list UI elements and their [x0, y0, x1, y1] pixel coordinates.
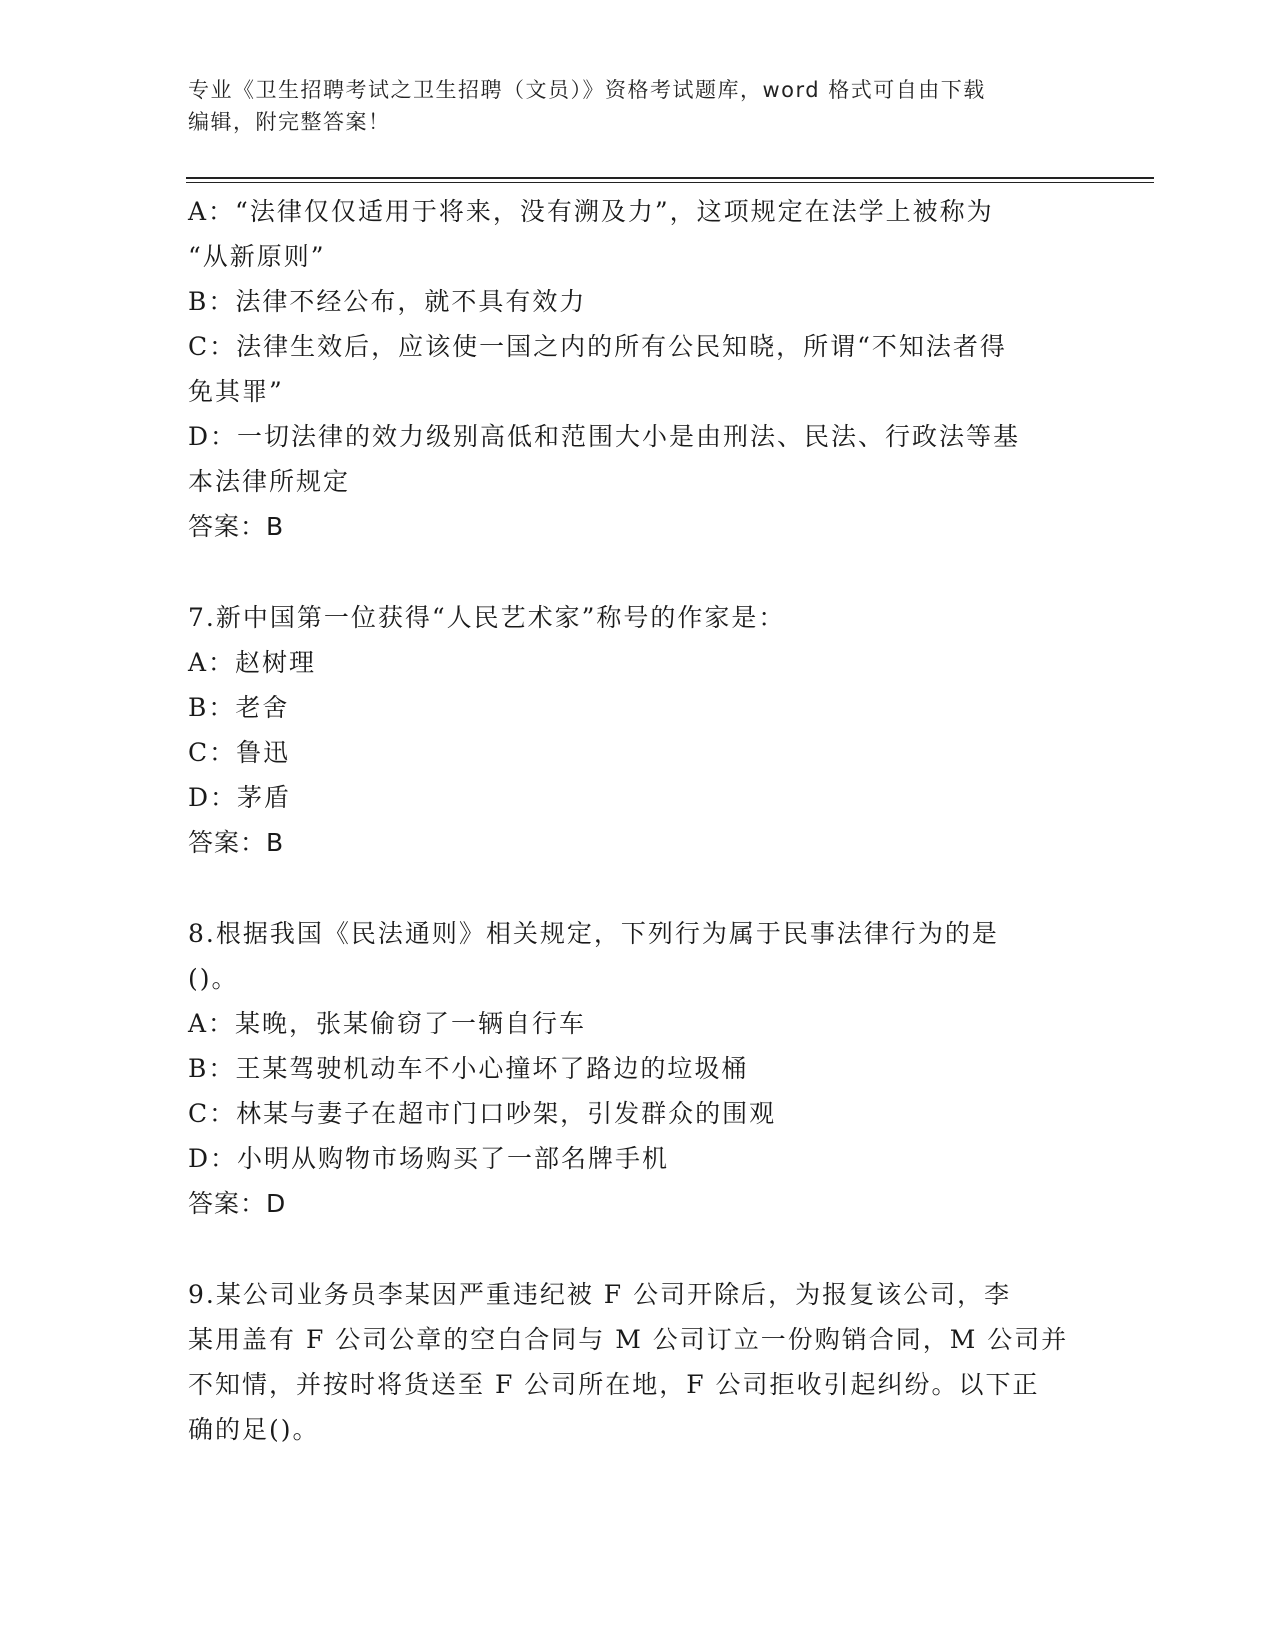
spacer	[188, 549, 1088, 595]
header-line-1: 专业《卫生招聘考试之卫生招聘（文员）》资格考试题库，word 格式可自由下载	[188, 78, 986, 102]
question-7	[188, 595, 1088, 865]
q8-option-b: B：王某驾驶机动车不小心撞坏了路边的垃圾桶	[188, 1054, 749, 1083]
document-header	[188, 74, 1088, 138]
q8-option-c: C：林某与妻子在超市门口吵架，引发群众的围观	[188, 1099, 777, 1128]
q6-option-c-line-1: C：法律生效后，应该使一国之内的所有公民知晓，所谓“不知法者得	[188, 332, 1007, 361]
q7-option-a: A：赵树理	[188, 648, 317, 677]
q7-option-d: D：茅盾	[188, 783, 292, 812]
q6-option-a-line-1: A：“法律仅仅适用于将来，没有溯及力”，这项规定在法学上被称为	[188, 197, 994, 226]
q9-stem-line-2: 某用盖有 F 公司公章的空白合同与 M 公司订立一份购销合同，M 公司并	[188, 1325, 1069, 1354]
q8-option-d: D：小明从购物市场购买了一部名牌手机	[188, 1144, 670, 1173]
spacer	[188, 865, 1088, 911]
spacer	[188, 1226, 1088, 1272]
q9-stem-line-4: 确的足()。	[188, 1415, 320, 1444]
header-line-2: 编辑，附完整答案！	[188, 110, 391, 134]
q9-stem-line-1: 9.某公司业务员李某因严重违纪被 F 公司开除后，为报复该公司，李	[188, 1280, 1012, 1309]
q6-option-d-line-1: D：一切法律的效力级别高低和范围大小是由刑法、民法、行政法等基	[188, 422, 1021, 451]
q6-option-d-line-2: 本法律所规定	[188, 467, 351, 496]
q8-option-a: A：某晚，张某偷窃了一辆自行车	[188, 1009, 587, 1038]
q6-answer: 答案：B	[188, 512, 285, 541]
q6-option-c-line-2: 免其罪”	[188, 377, 284, 406]
q6-option-b: B：法律不经公布，就不具有效力	[188, 287, 587, 316]
q8-stem-line-2: ()。	[188, 964, 239, 993]
q9-stem-line-3: 不知情，并按时将货送至 F 公司所在地，F 公司拒收引起纠纷。以下正	[188, 1370, 1040, 1399]
q6-option-a-line-2: “从新原则”	[188, 242, 326, 271]
q8-answer: 答案：D	[188, 1189, 287, 1218]
q7-option-b: B：老舍	[188, 693, 290, 722]
header-divider-thin	[186, 182, 1154, 183]
question-9	[188, 1272, 1088, 1452]
document-body	[188, 189, 1088, 1452]
q7-option-c: C：鲁迅	[188, 738, 291, 767]
header-divider-thick	[186, 177, 1154, 179]
q7-stem: 7.新中国第一位获得“人民艺术家”称号的作家是：	[188, 603, 786, 632]
question-6-options	[188, 189, 1088, 549]
q7-answer: 答案：B	[188, 828, 285, 857]
q8-stem-line-1: 8.根据我国《民法通则》相关规定，下列行为属于民事法律行为的是	[188, 919, 999, 948]
question-8	[188, 911, 1088, 1226]
